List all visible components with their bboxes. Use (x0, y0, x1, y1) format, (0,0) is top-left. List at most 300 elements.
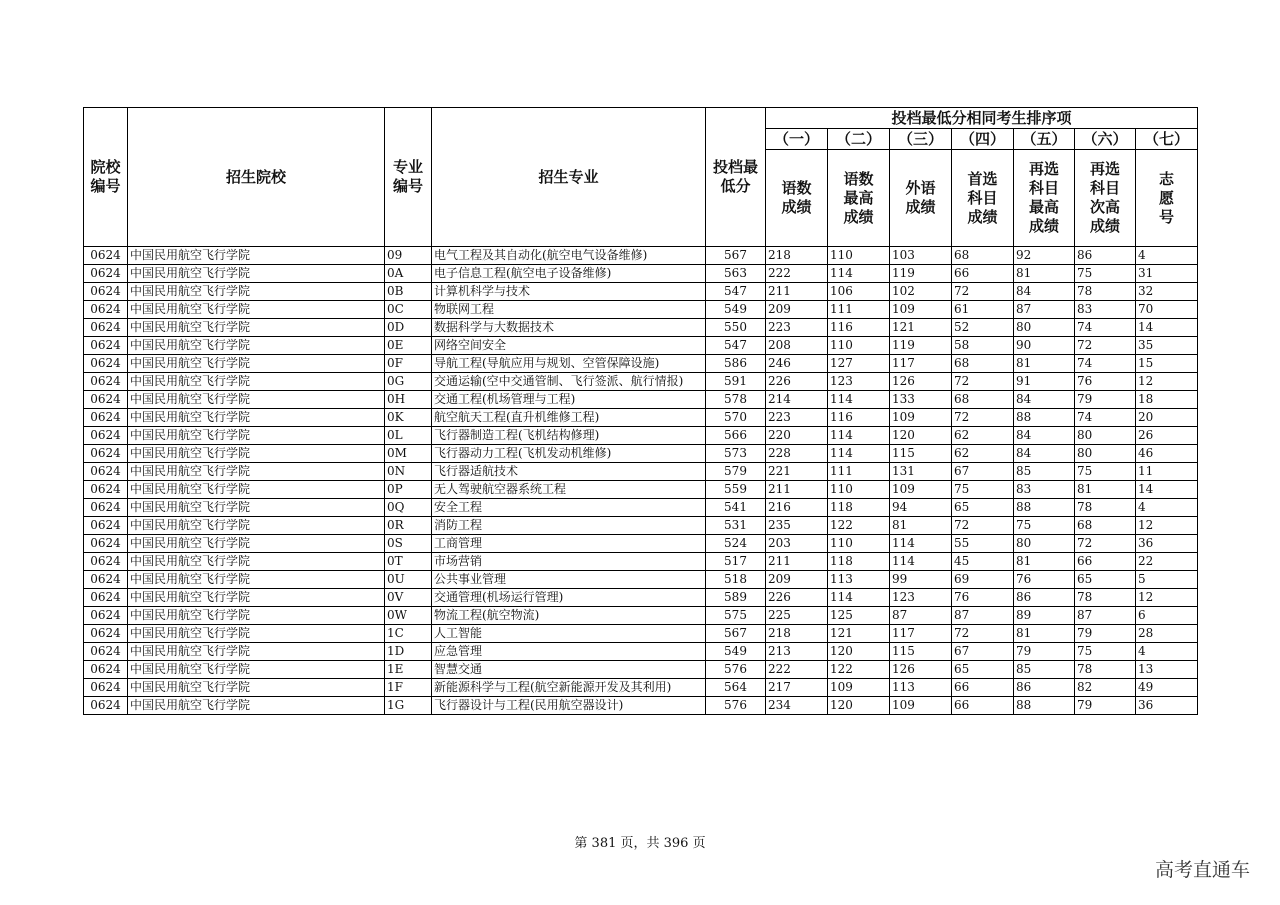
chinese-math-score-cell: 209 (766, 301, 828, 319)
chinese-math-max-cell: 120 (828, 697, 890, 715)
chinese-math-max-cell: 110 (828, 481, 890, 499)
school-name-cell: 中国民用航空飞行学院 (128, 301, 385, 319)
chinese-math-max-cell: 125 (828, 607, 890, 625)
watermark-text: 高考直通车 (1154, 859, 1250, 881)
school-name-cell: 中国民用航空飞行学院 (128, 247, 385, 265)
foreign-language-score-cell: 131 (890, 463, 952, 481)
major-code-cell: 1F (385, 679, 432, 697)
major-code-cell: 0U (385, 571, 432, 589)
school-name-cell: 中国民用航空飞行学院 (128, 625, 385, 643)
first-subject-score-cell: 67 (952, 643, 1014, 661)
school-code-cell: 0624 (84, 607, 128, 625)
elective-second-score-cell: 74 (1075, 409, 1136, 427)
school-code-cell: 0624 (84, 679, 128, 697)
elective-second-score-cell: 75 (1075, 265, 1136, 283)
major-name-cell: 物流工程(航空物流) (432, 607, 706, 625)
preference-number-cell: 4 (1136, 247, 1198, 265)
elective-second-score-cell: 78 (1075, 589, 1136, 607)
elective-max-score-cell: 88 (1014, 409, 1075, 427)
major-code-cell: 0D (385, 319, 432, 337)
foreign-language-score-cell: 109 (890, 409, 952, 427)
chinese-math-score-cell: 216 (766, 499, 828, 517)
chinese-math-score-cell: 222 (766, 661, 828, 679)
header-sub-number: （一） (766, 129, 828, 150)
chinese-math-score-cell: 223 (766, 319, 828, 337)
major-code-cell: 0T (385, 553, 432, 571)
major-name-cell: 飞行器适航技术 (432, 463, 706, 481)
school-code-cell: 0624 (84, 535, 128, 553)
school-name-cell: 中国民用航空飞行学院 (128, 373, 385, 391)
elective-second-score-cell: 79 (1075, 391, 1136, 409)
major-name-cell: 物联网工程 (432, 301, 706, 319)
preference-number-cell: 36 (1136, 535, 1198, 553)
elective-second-score-cell: 78 (1075, 499, 1136, 517)
foreign-language-score-cell: 113 (890, 679, 952, 697)
table-row (84, 301, 1198, 319)
elective-max-score-cell: 85 (1014, 661, 1075, 679)
table-row (84, 517, 1198, 535)
foreign-language-score-cell: 94 (890, 499, 952, 517)
major-name-cell: 消防工程 (432, 517, 706, 535)
school-name-cell: 中国民用航空飞行学院 (128, 553, 385, 571)
major-code-cell: 0C (385, 301, 432, 319)
first-subject-score-cell: 72 (952, 517, 1014, 535)
preference-number-cell: 14 (1136, 319, 1198, 337)
school-name-cell: 中国民用航空飞行学院 (128, 265, 385, 283)
first-subject-score-cell: 72 (952, 625, 1014, 643)
preference-number-cell: 32 (1136, 283, 1198, 301)
major-name-cell: 交通管理(机场运行管理) (432, 589, 706, 607)
table-row (84, 697, 1198, 715)
chinese-math-max-cell: 120 (828, 643, 890, 661)
foreign-language-score-cell: 123 (890, 589, 952, 607)
school-name-cell: 中国民用航空飞行学院 (128, 571, 385, 589)
first-subject-score-cell: 68 (952, 247, 1014, 265)
elective-second-score-cell: 81 (1075, 481, 1136, 499)
elective-second-score-cell: 76 (1075, 373, 1136, 391)
school-code-cell: 0624 (84, 427, 128, 445)
school-code-cell: 0624 (84, 373, 128, 391)
first-subject-score-cell: 87 (952, 607, 1014, 625)
elective-second-score-cell: 75 (1075, 643, 1136, 661)
elective-second-score-cell: 87 (1075, 607, 1136, 625)
elective-second-score-cell: 74 (1075, 355, 1136, 373)
min-score-cell: 567 (706, 247, 766, 265)
first-subject-score-cell: 69 (952, 571, 1014, 589)
preference-number-cell: 20 (1136, 409, 1198, 427)
chinese-math-max-cell: 114 (828, 391, 890, 409)
major-name-cell: 市场营销 (432, 553, 706, 571)
admission-score-table (83, 107, 1198, 715)
table-row (84, 247, 1198, 265)
elective-max-score-cell: 75 (1014, 517, 1075, 535)
school-code-cell: 0624 (84, 409, 128, 427)
elective-max-score-cell: 84 (1014, 391, 1075, 409)
table-row (84, 265, 1198, 283)
major-code-cell: 0B (385, 283, 432, 301)
preference-number-cell: 6 (1136, 607, 1198, 625)
school-code-cell: 0624 (84, 445, 128, 463)
major-name-cell: 数据科学与大数据技术 (432, 319, 706, 337)
elective-max-score-cell: 80 (1014, 319, 1075, 337)
chinese-math-max-cell: 123 (828, 373, 890, 391)
major-code-cell: 0Q (385, 499, 432, 517)
table-row (84, 499, 1198, 517)
school-name-cell: 中国民用航空飞行学院 (128, 499, 385, 517)
min-score-cell: 576 (706, 661, 766, 679)
chinese-math-max-cell: 127 (828, 355, 890, 373)
first-subject-score-cell: 65 (952, 499, 1014, 517)
foreign-language-score-cell: 109 (890, 697, 952, 715)
major-name-cell: 飞行器设计与工程(民用航空器设计) (432, 697, 706, 715)
first-subject-score-cell: 76 (952, 589, 1014, 607)
header-sub-number: （五） (1014, 129, 1075, 150)
elective-max-score-cell: 92 (1014, 247, 1075, 265)
school-code-cell: 0624 (84, 589, 128, 607)
elective-max-score-cell: 88 (1014, 499, 1075, 517)
foreign-language-score-cell: 120 (890, 427, 952, 445)
major-code-cell: 0P (385, 481, 432, 499)
elective-max-score-cell: 87 (1014, 301, 1075, 319)
min-score-cell: 517 (706, 553, 766, 571)
elective-max-score-cell: 86 (1014, 589, 1075, 607)
elective-second-score-cell: 83 (1075, 301, 1136, 319)
table-row (84, 589, 1198, 607)
elective-max-score-cell: 88 (1014, 697, 1075, 715)
school-name-cell: 中国民用航空飞行学院 (128, 697, 385, 715)
header-sub-label: 再选科目次高成绩 (1075, 150, 1136, 247)
preference-number-cell: 5 (1136, 571, 1198, 589)
chinese-math-max-cell: 110 (828, 337, 890, 355)
foreign-language-score-cell: 102 (890, 283, 952, 301)
chinese-math-score-cell: 235 (766, 517, 828, 535)
school-code-cell: 0624 (84, 643, 128, 661)
school-code-cell: 0624 (84, 553, 128, 571)
elective-max-score-cell: 80 (1014, 535, 1075, 553)
preference-number-cell: 26 (1136, 427, 1198, 445)
chinese-math-score-cell: 211 (766, 553, 828, 571)
school-name-cell: 中国民用航空飞行学院 (128, 355, 385, 373)
major-name-cell: 网络空间安全 (432, 337, 706, 355)
elective-second-score-cell: 79 (1075, 697, 1136, 715)
elective-max-score-cell: 85 (1014, 463, 1075, 481)
chinese-math-max-cell: 111 (828, 463, 890, 481)
school-name-cell: 中国民用航空飞行学院 (128, 391, 385, 409)
elective-second-score-cell: 72 (1075, 337, 1136, 355)
preference-number-cell: 4 (1136, 643, 1198, 661)
major-code-cell: 0W (385, 607, 432, 625)
preference-number-cell: 12 (1136, 517, 1198, 535)
foreign-language-score-cell: 126 (890, 661, 952, 679)
first-subject-score-cell: 65 (952, 661, 1014, 679)
school-code-cell: 0624 (84, 463, 128, 481)
school-name-cell: 中国民用航空飞行学院 (128, 283, 385, 301)
chinese-math-score-cell: 226 (766, 589, 828, 607)
elective-max-score-cell: 84 (1014, 283, 1075, 301)
major-code-cell: 09 (385, 247, 432, 265)
header-sub-number: （三） (890, 129, 952, 150)
preference-number-cell: 14 (1136, 481, 1198, 499)
major-code-cell: 1E (385, 661, 432, 679)
major-code-cell: 1G (385, 697, 432, 715)
major-name-cell: 电子信息工程(航空电子设备维修) (432, 265, 706, 283)
major-name-cell: 交通工程(机场管理与工程) (432, 391, 706, 409)
header-sub-number: （七） (1136, 129, 1198, 150)
header-sub-label: 外语成绩 (890, 150, 952, 247)
chinese-math-score-cell: 203 (766, 535, 828, 553)
min-score-cell: 586 (706, 355, 766, 373)
chinese-math-score-cell: 220 (766, 427, 828, 445)
table-row (84, 337, 1198, 355)
major-name-cell: 计算机科学与技术 (432, 283, 706, 301)
preference-number-cell: 13 (1136, 661, 1198, 679)
preference-number-cell: 28 (1136, 625, 1198, 643)
min-score-cell: 531 (706, 517, 766, 535)
chinese-math-max-cell: 118 (828, 499, 890, 517)
elective-max-score-cell: 90 (1014, 337, 1075, 355)
school-name-cell: 中国民用航空飞行学院 (128, 319, 385, 337)
elective-second-score-cell: 75 (1075, 463, 1136, 481)
school-code-cell: 0624 (84, 661, 128, 679)
min-score-cell: 549 (706, 643, 766, 661)
elective-second-score-cell: 78 (1075, 661, 1136, 679)
major-code-cell: 0A (385, 265, 432, 283)
chinese-math-score-cell: 211 (766, 283, 828, 301)
header-major: 招生专业 (432, 108, 706, 247)
table-row (84, 319, 1198, 337)
header-sub-number: （二） (828, 129, 890, 150)
school-name-cell: 中国民用航空飞行学院 (128, 535, 385, 553)
header-tie-group: 投档最低分相同考生排序项 (766, 108, 1198, 129)
chinese-math-score-cell: 246 (766, 355, 828, 373)
preference-number-cell: 36 (1136, 697, 1198, 715)
chinese-math-max-cell: 110 (828, 535, 890, 553)
min-score-cell: 589 (706, 589, 766, 607)
chinese-math-score-cell: 218 (766, 247, 828, 265)
min-score-cell: 549 (706, 301, 766, 319)
school-name-cell: 中国民用航空飞行学院 (128, 427, 385, 445)
elective-second-score-cell: 80 (1075, 445, 1136, 463)
elective-second-score-cell: 78 (1075, 283, 1136, 301)
table-row (84, 391, 1198, 409)
chinese-math-max-cell: 113 (828, 571, 890, 589)
school-name-cell: 中国民用航空飞行学院 (128, 445, 385, 463)
min-score-cell: 563 (706, 265, 766, 283)
foreign-language-score-cell: 117 (890, 355, 952, 373)
header-sub-label: 语数成绩 (766, 150, 828, 247)
elective-second-score-cell: 66 (1075, 553, 1136, 571)
preference-number-cell: 15 (1136, 355, 1198, 373)
first-subject-score-cell: 67 (952, 463, 1014, 481)
school-code-cell: 0624 (84, 247, 128, 265)
first-subject-score-cell: 68 (952, 355, 1014, 373)
table-row (84, 661, 1198, 679)
major-name-cell: 智慧交通 (432, 661, 706, 679)
header-sub-label: 首选科目成绩 (952, 150, 1014, 247)
table-row (84, 463, 1198, 481)
elective-second-score-cell: 65 (1075, 571, 1136, 589)
school-name-cell: 中国民用航空飞行学院 (128, 481, 385, 499)
min-score-cell: 567 (706, 625, 766, 643)
header-sub-label: 志愿号 (1136, 150, 1198, 247)
chinese-math-max-cell: 110 (828, 247, 890, 265)
major-code-cell: 0H (385, 391, 432, 409)
chinese-math-max-cell: 118 (828, 553, 890, 571)
foreign-language-score-cell: 109 (890, 301, 952, 319)
first-subject-score-cell: 72 (952, 409, 1014, 427)
table-row (84, 553, 1198, 571)
foreign-language-score-cell: 114 (890, 553, 952, 571)
major-code-cell: 0N (385, 463, 432, 481)
major-code-cell: 1C (385, 625, 432, 643)
chinese-math-score-cell: 223 (766, 409, 828, 427)
foreign-language-score-cell: 103 (890, 247, 952, 265)
min-score-cell: 547 (706, 337, 766, 355)
first-subject-score-cell: 66 (952, 265, 1014, 283)
min-score-cell: 518 (706, 571, 766, 589)
preference-number-cell: 12 (1136, 373, 1198, 391)
elective-max-score-cell: 83 (1014, 481, 1075, 499)
chinese-math-max-cell: 114 (828, 427, 890, 445)
min-score-cell: 578 (706, 391, 766, 409)
school-name-cell: 中国民用航空飞行学院 (128, 661, 385, 679)
first-subject-score-cell: 58 (952, 337, 1014, 355)
first-subject-score-cell: 61 (952, 301, 1014, 319)
preference-number-cell: 4 (1136, 499, 1198, 517)
elective-second-score-cell: 68 (1075, 517, 1136, 535)
foreign-language-score-cell: 109 (890, 481, 952, 499)
elective-max-score-cell: 81 (1014, 625, 1075, 643)
major-code-cell: 0E (385, 337, 432, 355)
school-name-cell: 中国民用航空飞行学院 (128, 589, 385, 607)
chinese-math-score-cell: 211 (766, 481, 828, 499)
school-code-cell: 0624 (84, 625, 128, 643)
min-score-cell: 559 (706, 481, 766, 499)
school-name-cell: 中国民用航空飞行学院 (128, 463, 385, 481)
major-name-cell: 电气工程及其自动化(航空电气设备维修) (432, 247, 706, 265)
major-code-cell: 0F (385, 355, 432, 373)
header-sub-label: 语数最高成绩 (828, 150, 890, 247)
first-subject-score-cell: 52 (952, 319, 1014, 337)
school-code-cell: 0624 (84, 499, 128, 517)
school-name-cell: 中国民用航空飞行学院 (128, 337, 385, 355)
school-code-cell: 0624 (84, 265, 128, 283)
first-subject-score-cell: 68 (952, 391, 1014, 409)
preference-number-cell: 31 (1136, 265, 1198, 283)
min-score-cell: 573 (706, 445, 766, 463)
major-name-cell: 交通运输(空中交通管制、飞行签派、航行情报) (432, 373, 706, 391)
chinese-math-score-cell: 217 (766, 679, 828, 697)
header-min-score: 投档最低分 (706, 108, 766, 247)
chinese-math-score-cell: 213 (766, 643, 828, 661)
foreign-language-score-cell: 99 (890, 571, 952, 589)
major-name-cell: 人工智能 (432, 625, 706, 643)
chinese-math-max-cell: 121 (828, 625, 890, 643)
table-row (84, 607, 1198, 625)
foreign-language-score-cell: 81 (890, 517, 952, 535)
chinese-math-max-cell: 109 (828, 679, 890, 697)
foreign-language-score-cell: 121 (890, 319, 952, 337)
table-row (84, 535, 1198, 553)
chinese-math-score-cell: 218 (766, 625, 828, 643)
page-footer: 第 381 页，共 396 页 (574, 836, 706, 851)
min-score-cell: 547 (706, 283, 766, 301)
preference-number-cell: 70 (1136, 301, 1198, 319)
table-row (84, 571, 1198, 589)
elective-second-score-cell: 86 (1075, 247, 1136, 265)
chinese-math-score-cell: 214 (766, 391, 828, 409)
elective-max-score-cell: 89 (1014, 607, 1075, 625)
school-code-cell: 0624 (84, 319, 128, 337)
school-code-cell: 0624 (84, 517, 128, 535)
school-name-cell: 中国民用航空飞行学院 (128, 643, 385, 661)
preference-number-cell: 35 (1136, 337, 1198, 355)
school-name-cell: 中国民用航空飞行学院 (128, 517, 385, 535)
min-score-cell: 575 (706, 607, 766, 625)
elective-max-score-cell: 84 (1014, 445, 1075, 463)
min-score-cell: 541 (706, 499, 766, 517)
major-name-cell: 飞行器制造工程(飞机结构修理) (432, 427, 706, 445)
preference-number-cell: 12 (1136, 589, 1198, 607)
major-name-cell: 飞行器动力工程(飞机发动机维修) (432, 445, 706, 463)
chinese-math-score-cell: 226 (766, 373, 828, 391)
elective-second-score-cell: 72 (1075, 535, 1136, 553)
header-sub-label: 再选科目最高成绩 (1014, 150, 1075, 247)
table-row (84, 427, 1198, 445)
major-code-cell: 0R (385, 517, 432, 535)
table-row (84, 481, 1198, 499)
chinese-math-max-cell: 106 (828, 283, 890, 301)
school-name-cell: 中国民用航空飞行学院 (128, 607, 385, 625)
first-subject-score-cell: 72 (952, 373, 1014, 391)
elective-second-score-cell: 80 (1075, 427, 1136, 445)
school-code-cell: 0624 (84, 355, 128, 373)
header-sub-number: （四） (952, 129, 1014, 150)
major-name-cell: 导航工程(导航应用与规划、空管保障设施) (432, 355, 706, 373)
major-name-cell: 安全工程 (432, 499, 706, 517)
table-row (84, 445, 1198, 463)
min-score-cell: 524 (706, 535, 766, 553)
foreign-language-score-cell: 115 (890, 445, 952, 463)
min-score-cell: 570 (706, 409, 766, 427)
table-row (84, 625, 1198, 643)
elective-max-score-cell: 81 (1014, 265, 1075, 283)
min-score-cell: 576 (706, 697, 766, 715)
major-code-cell: 0V (385, 589, 432, 607)
elective-second-score-cell: 74 (1075, 319, 1136, 337)
foreign-language-score-cell: 133 (890, 391, 952, 409)
chinese-math-max-cell: 116 (828, 409, 890, 427)
chinese-math-score-cell: 222 (766, 265, 828, 283)
major-code-cell: 0S (385, 535, 432, 553)
foreign-language-score-cell: 117 (890, 625, 952, 643)
min-score-cell: 591 (706, 373, 766, 391)
chinese-math-score-cell: 209 (766, 571, 828, 589)
school-code-cell: 0624 (84, 697, 128, 715)
chinese-math-max-cell: 122 (828, 517, 890, 535)
first-subject-score-cell: 72 (952, 283, 1014, 301)
elective-max-score-cell: 76 (1014, 571, 1075, 589)
chinese-math-max-cell: 114 (828, 589, 890, 607)
chinese-math-max-cell: 114 (828, 265, 890, 283)
elective-max-score-cell: 84 (1014, 427, 1075, 445)
elective-max-score-cell: 81 (1014, 355, 1075, 373)
chinese-math-max-cell: 116 (828, 319, 890, 337)
major-code-cell: 1D (385, 643, 432, 661)
major-name-cell: 应急管理 (432, 643, 706, 661)
elective-max-score-cell: 81 (1014, 553, 1075, 571)
preference-number-cell: 22 (1136, 553, 1198, 571)
